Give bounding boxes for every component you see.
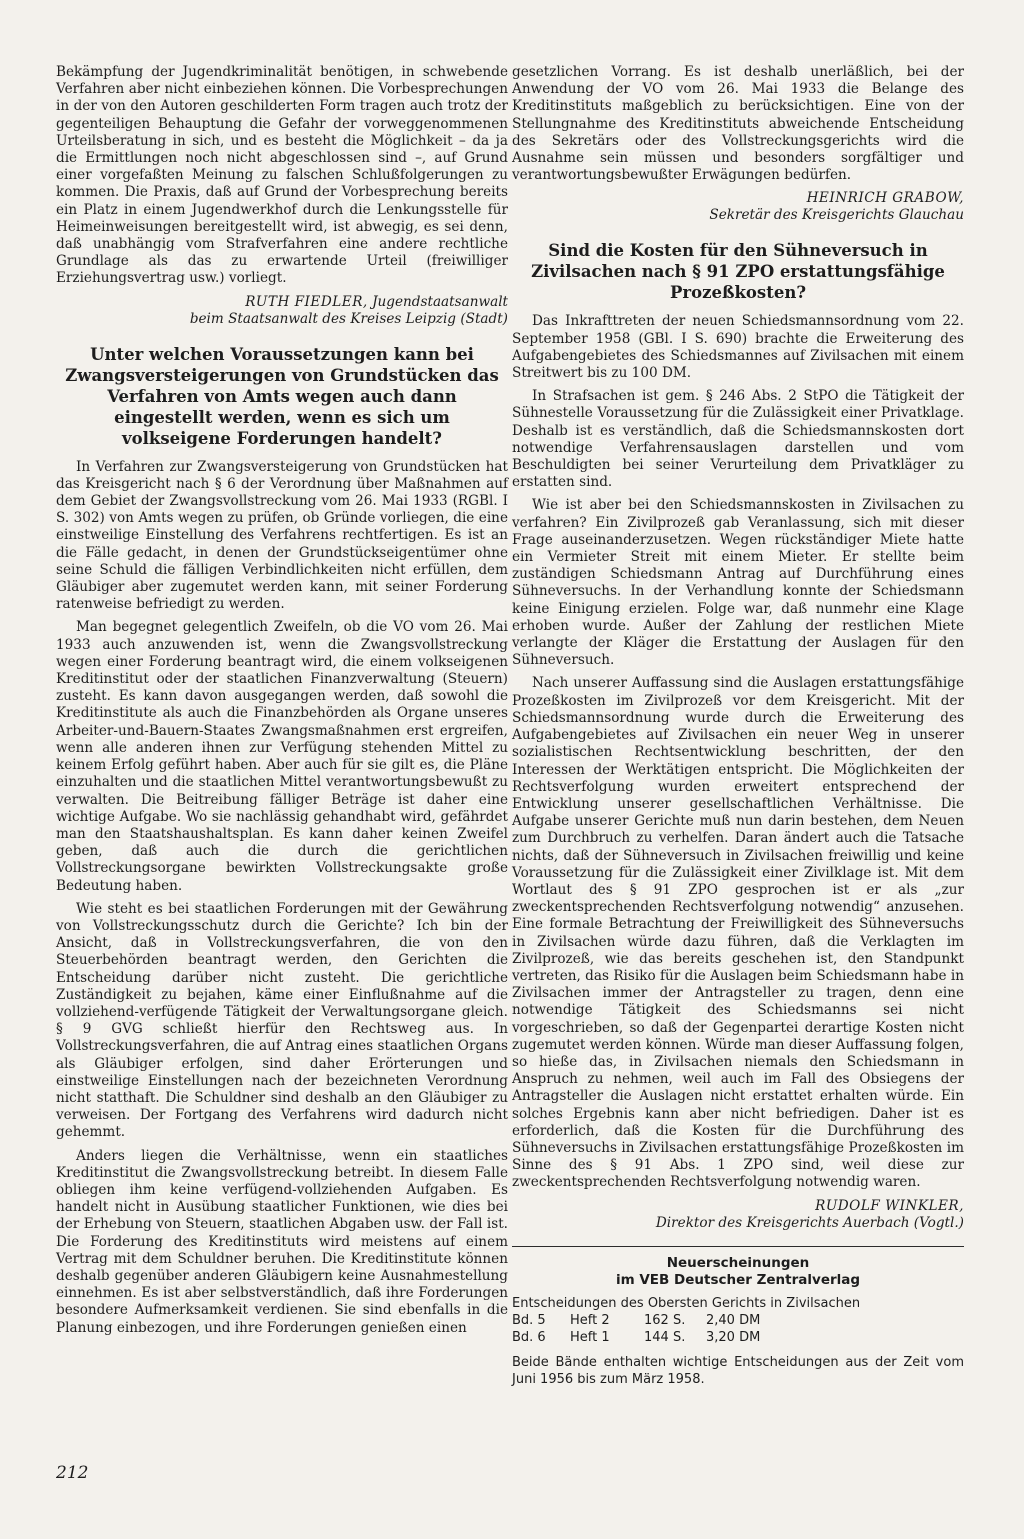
signature-title: Direktor des Kreisgerichts Auerbach (Vogtl.) — [655, 1214, 964, 1231]
article-paragraph: Wie steht es bei staatlichen Forderungen mit der Gewährung von Vollstreckungsschutz durch die Gerichte? Ich bin der Ansicht, daß in Vollstreckungsverfahren, die von den Steuerbehörden beantragt werden, den Gerichten die Entscheidung darüber nicht zusteht. Die gerichtliche Zuständigkeit zu bejahen, käme einer Einflußnahme auf die vollziehend-verfügende Tätigkeit der Verwaltungsorgane gleich. § 9 GVG schließt hierfür den Rechtsweg aus. In Vollstreckungsverfahren, die auf Antrag eines staatlichen Organs als Gläubiger erfolgen, sind daher Erörterungen und einstweilige Einstellungen nach der bezeichneten Verordnung nicht statthaft. Die Schuldner sind deshalb an den Gläubiger zu verweisen. Der Fortgang des Verfahrens wird dadurch nicht gehemmt. — [56, 900, 508, 1141]
volume-pages: 144 S. — [644, 1329, 686, 1345]
announcement-publisher: im VEB Deutscher Zentralverlag — [615, 1271, 861, 1288]
article-paragraph: Nach unserer Auffassung sind die Auslagen erstattungsfähige Prozeßkosten im Zivilprozeß vor dem Kreisgericht. Mit der Schiedsmannsordnung wurde durch die Erweiterung des Aufgabengebietes auf Zivilsachen ein neuer Weg in unserer sozialistischen Rechtsentwicklung beschritten, der den Interessen der Werktätigen entspricht. Die Möglichkeiten der Rechtsverfolgung wurden erweitert entsprechend der Entwicklung unserer gesellschaftlichen Verhältnisse. Die Aufgabe unserer Gerichte muß nun darin bestehen, dem Neuen zum Durchbruch zu verhelfen. Daran ändert auch die Tatsache nichts, daß der Sühneversuch in Zivilsachen freiwillig und keine Voraussetzung für die Zulässigkeit einer Zivilklage ist. Mit dem Wortlaut des § 91 ZPO gesprochen ist er als „zur zweckentsprechenden Rechtsverfolgung notwendig“ anzusehen. Eine formale Betrachtung der Freiwilligkeit des Sühneversuchs in Zivilsachen würde dazu führen, daß die Verklagten im Zivilprozeß, wie das bereits geschehen ist, den Standpunkt vertreten, das Risiko für die Auslagen beim Schiedsmann habe in Zivilsachen immer der Antragsteller zu tragen, denn eine notwendige Tätigkeit des Schiedsmanns sei nicht vorgeschrieben, so daß der Gegenpartei derartige Kosten nicht zugemutet werden können. Würde man dieser Auffassung folgen, so hieße das, in Zivilsachen niemals den Schiedsmann in Anspruch zu nehmen, weil auch im Fall des Obsiegens der Antragsteller die Auslagen nicht erstattet erhalten würde. Ein solches Ergebnis kann aber nicht befriedigen. Daher ist es erforderlich, daß die Kosten für die Durchführung des Sühneversuchs in Zivilsachen erstattungsfähige Prozeßkosten im Sinne des § 91 Abs. 1 ZPO sind, weil diese zur zweckentsprechenden Rechtsverfolgung notwendig waren. — [512, 675, 964, 1191]
signature-title: Sekretär des Kreisgerichts Glauchau — [709, 207, 964, 224]
signature-fiedler — [56, 294, 508, 328]
divider — [512, 1246, 964, 1247]
signature-affiliation: beim Staatsanwalt des Kreises Leipzig (Stadt) — [189, 310, 508, 327]
volume-band: Bd. 6 — [512, 1329, 546, 1345]
volume-row — [512, 1312, 964, 1329]
signature-title: Jugendstaatsanwalt — [372, 293, 508, 310]
article-heading-zwangsversteigerung: Unter welchen Voraussetzungen kann bei Zwangsversteigerungen von Grundstücken das Verfahren von Amts wegen auch dann eingestellt werden, wenn es sich um volkseigene Forderungen handelt? — [65, 344, 499, 448]
announcement-series: Entscheidungen des Obersten Gerichts in Zivilsachen — [512, 1295, 861, 1311]
signature-winkler — [512, 1198, 964, 1232]
volume-row — [512, 1329, 964, 1346]
signature-name: HEINRICH GRABOW, — [806, 190, 964, 207]
article-paragraph: Anders liegen die Verhältnisse, wenn ein staatliches Kreditinstitut die Zwangsvollstreckung betreibt. In diesem Falle obliegen ihm keine verfügend-vollziehenden Aufgaben. Es handelt nicht in Ausübung staatlicher Funktionen, wie dies bei der Erhebung von Steuern, staatlichen Abgaben usw. der Fall ist. Die Forderung des Kreditinstituts wird meistens auf einem Vertrag mit dem Schuldner beruhen. Die Kreditinstitute können deshalb gegenüber anderen Gläubigern keine Ausnahmestellung einnehmen. Es ist aber selbstverständlich, daß ihre Forderungen besondere Aufmerksamkeit verdienen. Sie sind ebenfalls in die Planung einbezogen, und ihre Forderungen genießen einen — [56, 1147, 508, 1336]
announcement-title: Neuerscheinungen — [666, 1254, 810, 1271]
article-paragraph: Man begegnet gelegentlich Zweifeln, ob die VO vom 26. Mai 1933 auch anzuwenden ist, wenn die Zwangsvollstreckung wegen einer Forderung beantragt wird, die einem volkseigenen Kreditinstitut oder der staatlichen Finanzverwaltung (Steuern) zusteht. Es kann davon ausgegangen werden, daß sowohl die Kreditinstitute als auch die Finanzbehörden als Organe unseres Arbeiter-und-Bauern-Staates Zwangsmaßnahmen erst ergreifen, wenn alle anderen ihnen zur Verfügung stehenden Mittel zu keinem Erfolg geführt haben. Aber auch für sie gilt es, die Pläne einzuhalten und die staatlichen Mittel verantwortungsbewußt zu verwalten. Die Beitreibung fälliger Beträge ist daher eine wichtige Aufgabe. Wo sie nachlässig gehandhabt wird, gefährdet man den Staatshaushaltsplan. Es kann daher keinen Zweifel geben, daß auch die durch die gerichtlichen Vollstreckungsorgane bewirkten Vollstreckungsakte große Bedeutung haben. — [56, 619, 508, 894]
intro-paragraph: Bekämpfung der Jugendkriminalität benötigen, in schwebende Verfahren aber nicht einbeziehen können. Die Vorbesprechungen in der von den Autoren geschilderten Form tragen auch trotz der gegenteiligen Behauptung die Gefahr der vorweggenommenen Urteilsberatung in sich, und es besteht die Möglichkeit – da ja die Ermittlungen noch nicht abgeschlossen sind –, auf Grund einer vorgefaßten Meinung zu falschen Schlußfolgerungen zu kommen. Die Praxis, daß auf Grund der Vorbesprechung bereits ein Platz in einem Jugendwerkhof durch die Lenkungsstelle für Heimeinweisungen bereitgestellt wird, ist abwegig, es sei denn, daß unabhängig vom Strafverfahren eine andere rechtliche Grundlage als das zu erwartende Urteil (freiwilliger Erziehungsvertrag usw.) vorliegt. — [56, 64, 508, 287]
announcement-box — [512, 1255, 964, 1388]
right-column — [512, 64, 964, 1388]
volume-price: 3,20 DM — [706, 1329, 761, 1345]
continuation-paragraph: gesetzlichen Vorrang. Es ist deshalb unerläßlich, bei der Anwendung der VO vom 26. Mai 1933 die Belange des Kreditinstituts maßgeblich zu berücksichtigen. Eine von der Stellungnahme des Kreditinstituts abweichende Entscheidung des Sekretärs oder des Vollstreckungsgerichts wird die Ausnahme sein müssen und besonders sorgfältiger und verantwortungsbewußter Erwägungen bedürfen. — [512, 64, 964, 184]
article-paragraph: In Strafsachen ist gem. § 246 Abs. 2 StPO die Tätigkeit der Sühnestelle Voraussetzung für die Zulässigkeit einer Privatklage. Deshalb ist es verständlich, daß die Schiedsmannskosten dort notwendige Verfahrensauslagen darstellen und vom Beschuldigten bei seiner Verurteilung dem Privatkläger zu erstatten sind. — [512, 388, 964, 491]
volume-heft: Heft 2 — [570, 1312, 610, 1328]
volume-heft: Heft 1 — [570, 1329, 610, 1345]
signature-grabow — [512, 190, 964, 224]
volume-price: 2,40 DM — [706, 1312, 761, 1328]
article-paragraph: Wie ist aber bei den Schiedsmannskosten in Zivilsachen zu verfahren? Ein Zivilprozeß gab Veranlassung, sich mit dieser Frage auseinanderzusetzen. Wegen rückständiger Miete hatte ein Vermieter Streit mit einem Mieter. Er stellte beim zuständigen Schiedsmann Antrag auf Durchführung eines Sühneversuchs. In der Verhandlung konnte der Schiedsmann keine Einigung erzielen. Folge war, daß nunmehr eine Klage erhoben wurde. Außer der Zahlung der restlichen Miete verlangte der Kläger die Erstattung der Auslagen für den Sühneversuch. — [512, 497, 964, 669]
volume-pages: 162 S. — [644, 1312, 686, 1328]
article-paragraph: Das Inkrafttreten der neuen Schiedsmannsordnung vom 22. September 1958 (GBl. I S. 690) brachte die Erweiterung des Aufgabengebietes des Schiedsmannes auf Zivilsachen mit einem Streitwert bis zu 100 DM. — [512, 313, 964, 382]
signature-name: RUTH FIEDLER, — [245, 293, 368, 310]
article-heading-suehneversuch: Sind die Kosten für den Sühneversuch in Zivilsachen nach § 91 ZPO erstattungsfähige Prozeßkosten? — [531, 241, 945, 303]
left-column — [56, 64, 508, 1343]
volume-band: Bd. 5 — [512, 1312, 546, 1328]
announcement-note: Beide Bände enthalten wichtige Entscheidungen aus der Zeit vom Juni 1956 bis zum März 1958. — [512, 1354, 964, 1387]
article-paragraph: In Verfahren zur Zwangsversteigerung von Grundstücken hat das Kreisgericht nach § 6 der Verordnung über Maßnahmen auf dem Gebiet der Zwangsvollstreckung vom 26. Mai 1933 (RGBl. I S. 302) von Amts wegen zu prüfen, ob Gründe vorliegen, die eine einstweilige Einstellung des Verfahrens rechtfertigen. Es ist an die Fälle gedacht, in denen der Grundstückseigentümer ohne seine Schuld die fälligen Verbindlichkeiten nicht erfüllen, dem Gläubiger aber zugemutet werden kann, mit seiner Forderung ratenweise befriedigt zu werden. — [56, 458, 508, 613]
page-number: 212 — [56, 1463, 89, 1483]
signature-name: RUDOLF WINKLER, — [815, 1197, 964, 1214]
